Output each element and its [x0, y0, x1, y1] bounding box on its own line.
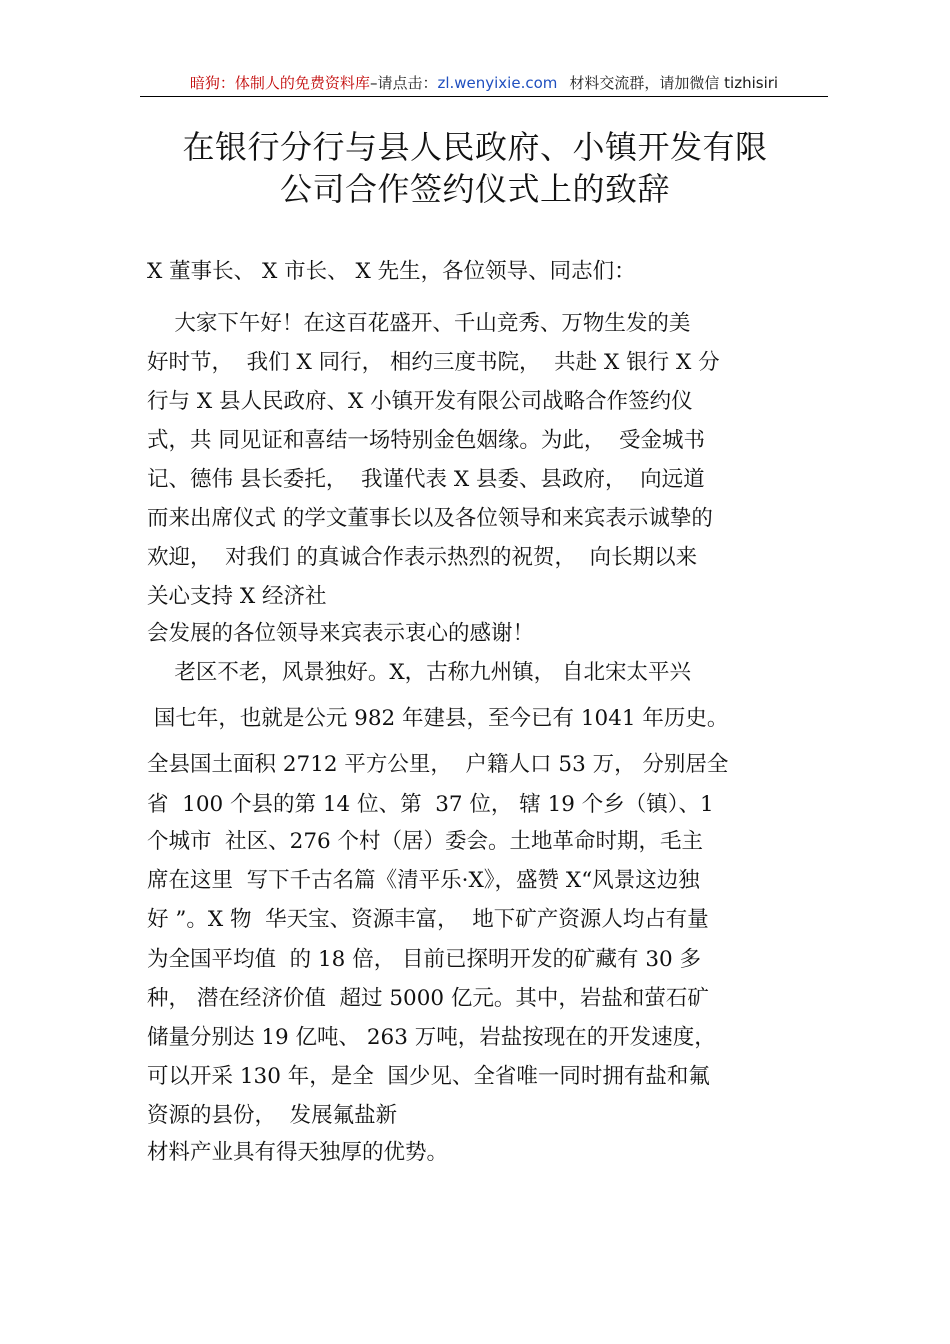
body-line-17: 好 ”。X 物 华天宝、资源丰富， 地下矿产资源人均占有量 [147, 907, 709, 932]
body-line-10: 会发展的各位领导来宾表示衷心的感谢！ [147, 621, 535, 646]
body-line-11: 老区不老，风景独好。X，古称九州镇， 自北宋太平兴 [147, 660, 691, 685]
body-line-18: 为全国平均值 的 18 倍， 目前已探明开发的矿藏有 30 多 [147, 947, 702, 972]
title-line-2: 公司合作签约仪式上的致辞 [279, 170, 670, 208]
body-line-4: 行与 X 县人民政府、X 小镇开发有限公司战略合作签约仪 [147, 389, 693, 414]
body-line-23: 材料产业具有得天独厚的优势。 [147, 1140, 449, 1165]
body-line-14: 省 100 个县的第 14 位、第 37 位， 辖 19 个乡（镇）、1 [147, 792, 714, 817]
header-site-name: 暗狗：体制人的免费资料库 [189, 74, 370, 92]
body-line-8: 欢迎， 对我们 的真诚合作表示热烈的祝贺， 向长期以来 [147, 545, 698, 570]
page-header [140, 72, 828, 97]
body-line-21: 可以开采 130 年，是全 国少见、全省唯一同时拥有盐和氟 [147, 1064, 710, 1089]
body-line-16: 席在这里 写下千古名篇《清平乐·X》，盛赞 X“风景这边独 [147, 868, 700, 893]
body-line-12: 国七年，也就是公元 982 年建县，至今已有 1041 年历史。 [147, 706, 729, 731]
body-line-9: 关心支持 X 经济社 [147, 584, 327, 609]
title-line-1: 在银行分行与县人民政府、小镇开发有限 [182, 128, 768, 166]
body-line-13: 全县国土面积 2712 平方公里， 户籍人口 53 万， 分别居全 [147, 752, 729, 777]
header-url-link[interactable]: zl.wenyixie.com [437, 74, 558, 92]
body-line-20: 储量分别达 19 亿吨、 263 万吨，岩盐按现在的开发速度， [147, 1025, 716, 1050]
body-line-15: 个城市 社区、276 个村（居）委会。土地革命时期，毛主 [147, 829, 704, 854]
body-line-6: 记、德伟 县长委托， 我谨代表 X 县委、县政府， 向远道 [147, 467, 705, 492]
body-line-1: X 董事长、 X 市长、 X 先生，各位领导、同志们： [147, 259, 636, 284]
body-line-2: 大家下午好！在这百花盛开、千山竞秀、万物生发的美 [147, 311, 691, 336]
document-title [120, 126, 830, 210]
body-line-7: 而来出席仪式 的学文董事长以及各位领导和来宾表示诚挚的 [147, 506, 713, 531]
body-line-19: 种， 潜在经济价值 超过 5000 亿元。其中，岩盐和萤石矿 [147, 986, 709, 1011]
body-line-5: 式，共 同见证和喜结一场特别金色姻缘。为此， 受金城书 [147, 428, 706, 453]
body-line-22: 资源的县份， 发展氟盐新 [147, 1103, 398, 1128]
header-contact: 材料交流群，请加微信 tizhisiri [569, 74, 779, 92]
header-prompt: –请点击： [369, 74, 438, 92]
body-line-3: 好时节， 我们 X 同行， 相约三度书院， 共赴 X 银行 X 分 [147, 350, 720, 375]
